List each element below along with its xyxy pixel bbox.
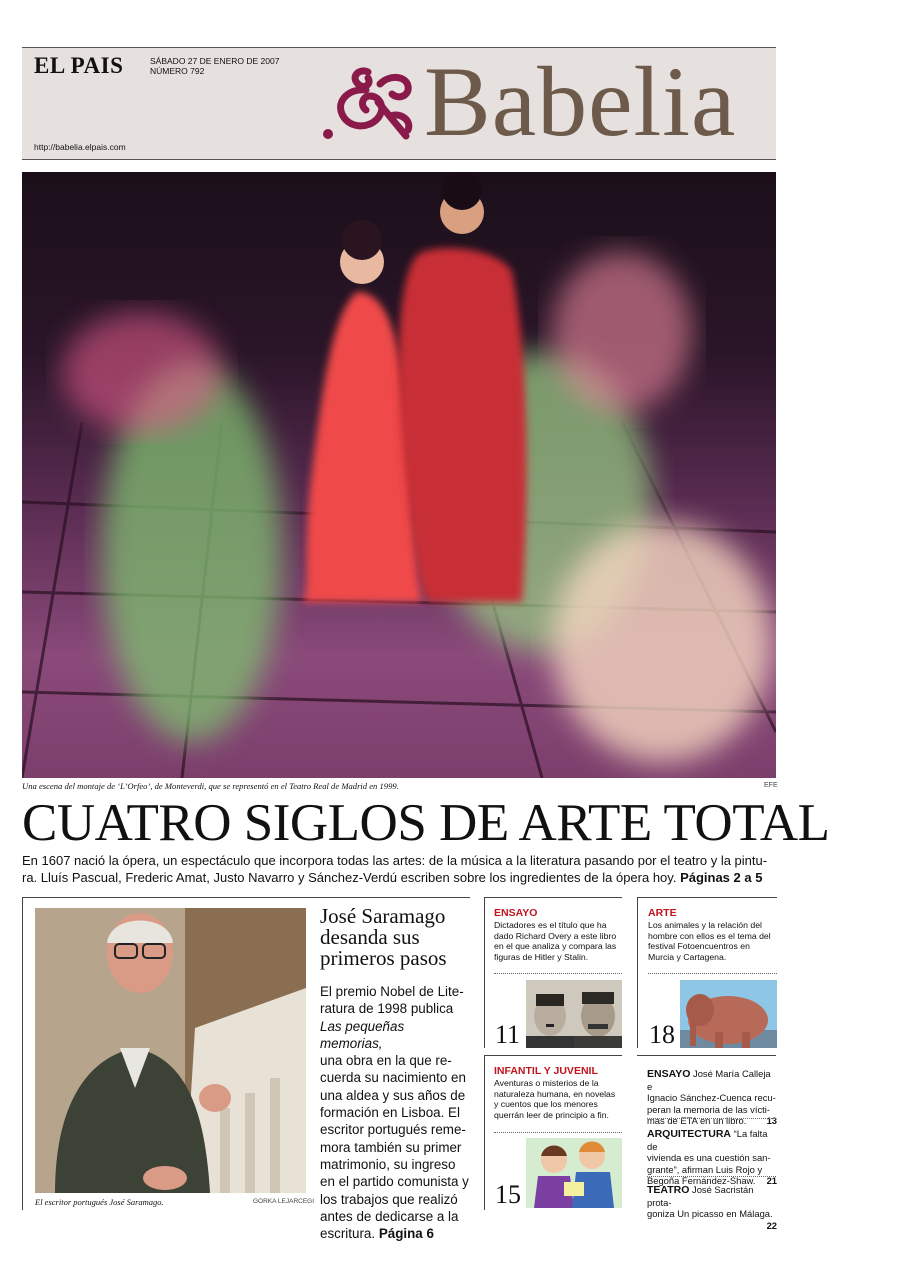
portrait-image [35,908,306,1193]
divider [494,1132,622,1133]
story-headline[interactable] [320,906,470,969]
deck-line-1: En 1607 nació la ópera, un espectáculo que incorpora todas las artes: de la música a la literatura pasando por el teatro y la pintu- [22,853,768,868]
box-arte[interactable] [637,897,777,1048]
box-line: Ignacio Sánchez-Cuenca recu- [647,1092,776,1103]
dictators-image [526,980,622,1048]
page-number: 11 [495,1020,521,1049]
story-line: matrimonio, su ingreso [320,1156,456,1172]
divider [647,1176,776,1177]
box-line: peran la memoria de las vícti- [647,1103,770,1115]
box-line: grante”, afirman Luis Rojo y [647,1163,763,1175]
box-text [494,1078,622,1120]
story-photo-caption: El escritor portugués José Saramago. [35,1197,164,1207]
box-line: José Sacristán prota- [647,1184,754,1208]
box-title: ARQUITECTURA [647,1128,731,1140]
box-line: vivienda es una cuestión san- [647,1152,771,1163]
box-text [648,920,777,962]
box-infantil[interactable] [484,1055,622,1210]
story-line: El premio Nobel de Lite- [320,984,464,999]
box-line: figuras de Hitler y Stalin. [494,951,589,962]
story-line: en el partido comunista y [320,1174,469,1190]
box-line: “La falta de [647,1128,768,1152]
story-page-ref[interactable]: Página 6 [378,1226,434,1242]
box-text [494,920,622,962]
box-line: festival Fotoencuentros en [648,941,750,952]
photo-caption: Una escena del montaje de ‘L’Orfeo’, de Monteverdi, que se representó en el Teatro Real de Madrid en 1999. [22,781,399,791]
story-photo-credit: GORKA LEJARCEGI [253,1198,315,1205]
story-line: cuerda su nacimiento en [320,1070,466,1086]
masthead [22,47,776,160]
page-number: 13 [766,1115,777,1126]
story-line: los trabajos que realizó [320,1191,458,1207]
divider [494,973,622,974]
saramago-photo [35,908,306,1193]
box-line: en el que analiza y compara las [494,941,617,952]
story-line: formación en Lisboa. El [320,1105,460,1121]
box-line: naturaleza humana, en novelas [494,1088,616,1099]
deck-page-ref[interactable]: Páginas 2 a 5 [680,870,763,885]
story-line: Las pequeñas memorias, [320,1018,405,1051]
story-line: antes de dedicarse a la [320,1208,459,1224]
box-line: y cuentos que los menores [494,1099,598,1110]
box-line: Aventuras o misterios de la [494,1078,599,1088]
opera-scene-image [22,172,776,778]
babelia-logo-icon [320,66,420,146]
box-line: Begoña Fernández-Shaw. [647,1175,756,1186]
box-line: goniza Un picasso en Málaga. [647,1208,773,1219]
divider [647,1118,776,1119]
box-title: ENSAYO [494,907,538,919]
page-number: 21 [766,1175,777,1186]
box-line: querrán leer de principio a fin. [494,1109,609,1120]
cover-deck [22,852,776,886]
divider [648,973,777,974]
box-title: ENSAYO [647,1068,691,1080]
website-url[interactable]: http://babelia.elpais.com [34,142,126,152]
cover-photo [22,172,776,778]
children-illustration [526,1138,622,1208]
page-number: 18 [649,1020,675,1049]
photo-credit: EFE [764,782,778,789]
box-line: Murcia y Cartagena. [648,951,727,962]
box-title: ARTE [648,907,677,919]
box-line: Los animales y la relación del [648,920,762,930]
dateline [150,56,279,76]
page-number: 22 [766,1219,777,1231]
box-teatro[interactable] [637,1178,777,1231]
cover-headline: CUATRO SIGLOS DE ARTE TOTAL [22,794,830,852]
story-line: escritura. [320,1226,376,1242]
box-text [647,1184,777,1231]
story-body [320,983,470,1242]
deck-line-2: ra. Lluís Pascual, Frederic Amat, Justo Navarro y Sánchez-Verdú escriben sobre los ingredientes de la ópera hoy. [22,870,677,885]
box-title: TEATRO [647,1184,690,1196]
elephant-image [680,980,777,1048]
story-line: mora también su primer [320,1139,462,1155]
story-title-line: primeros pasos [320,946,447,970]
box-line: dado Richard Overy a este libro [494,930,617,941]
box-line: mas de ETA en un libro. [647,1115,747,1126]
box-ensayo[interactable] [484,897,622,1048]
box-title: INFANTIL Y JUVENIL [494,1065,598,1077]
supplement-title: Babelia [424,46,737,157]
newspaper-name: EL PAIS [34,53,124,78]
box-line: José María Calleja e [647,1068,771,1092]
story-title-line: desanda sus [320,925,420,949]
page-number: 15 [495,1180,521,1209]
box-ensayo-calleja[interactable] [637,1055,777,1126]
story-line: ratura de 1998 publica [320,1001,454,1017]
story-line: escritor portugués reme- [320,1122,466,1138]
issue-number: NÚMERO 792 [150,66,205,76]
story-line: una obra en la que re- [320,1053,452,1069]
issue-date: SÁBADO 27 DE ENERO DE 2007 [150,56,280,66]
story-line: una aldea y sus años de [320,1087,466,1103]
story-title-line: José Saramago [320,904,446,928]
box-line: hombre con ellos es el tema del [648,930,771,941]
box-line: Dictadores es el título que ha [494,920,607,930]
